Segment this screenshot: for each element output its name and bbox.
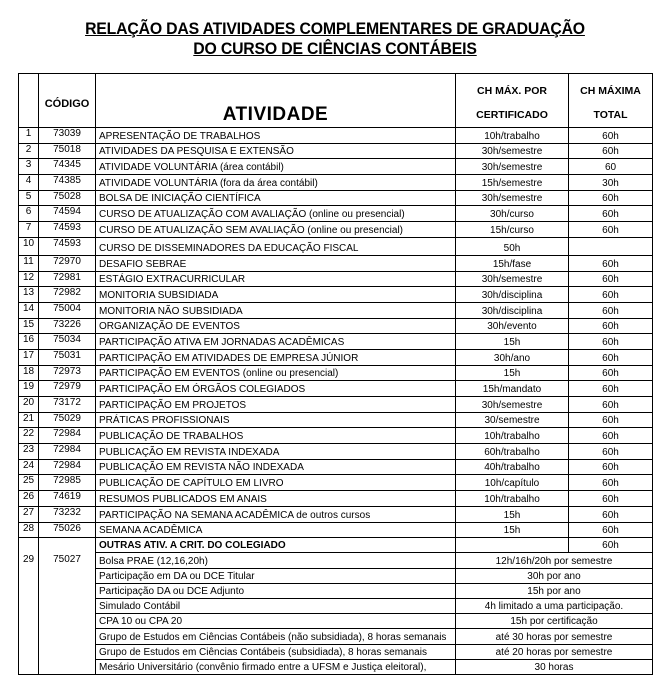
group-heading-row [19, 538, 653, 553]
row-ch-max-certificado: 15h [456, 365, 569, 381]
row-codigo: 75018 [39, 143, 96, 159]
group-item-atividade: Grupo de Estudos em Ciências Contábeis (subsidiada), 8 horas semanais [96, 644, 456, 659]
row-ch-max-certificado: 30h/semestre [456, 159, 569, 175]
group-item-row [19, 553, 653, 568]
row-number: 28 [19, 522, 39, 538]
row-number: 2 [19, 143, 39, 159]
row-ch-max-certificado: 30h/semestre [456, 397, 569, 413]
group-item-row [19, 629, 653, 644]
row-ch-max-total: 60 [569, 159, 653, 175]
row-codigo: 74619 [39, 491, 96, 507]
row-ch-max-certificado: 15h/fase [456, 255, 569, 271]
row-ch-max-total: 60h [569, 491, 653, 507]
row-atividade: PARTICIPAÇÃO EM PROJETOS [96, 397, 456, 413]
row-ch-max-certificado: 15h/mandato [456, 381, 569, 397]
row-ch-max-certificado: 10h/trabalho [456, 491, 569, 507]
table-row [19, 222, 653, 238]
row-ch-max-certificado: 10h/capítulo [456, 475, 569, 491]
group-codigo: 75027 [39, 538, 96, 675]
table-row [19, 128, 653, 144]
group-item-row [19, 614, 653, 629]
row-atividade: PUBLICAÇÃO DE CAPÍTULO EM LIVRO [96, 475, 456, 491]
row-atividade: BOLSA DE INICIAÇÃO CIENTÍFICA [96, 190, 456, 206]
table-row [19, 271, 653, 287]
row-codigo: 72985 [39, 475, 96, 491]
table-header-row [19, 74, 653, 128]
row-codigo: 75031 [39, 349, 96, 365]
header-ch-max-total [569, 74, 653, 128]
row-number: 19 [19, 381, 39, 397]
header-ch-total-line1: CH MÁXIMA [580, 85, 641, 97]
row-ch-max-certificado: 40h/trabalho [456, 459, 569, 475]
group-item-ch: 4h limitado a uma participação. [456, 598, 653, 613]
row-codigo: 73039 [39, 128, 96, 144]
table-row [19, 159, 653, 175]
row-codigo: 74593 [39, 222, 96, 238]
group-item-ch: até 20 horas por semestre [456, 644, 653, 659]
row-ch-max-total: 60h [569, 206, 653, 222]
row-number: 26 [19, 491, 39, 507]
row-number: 4 [19, 175, 39, 191]
row-number: 20 [19, 397, 39, 413]
row-ch-max-certificado: 15h [456, 334, 569, 350]
table-row [19, 349, 653, 365]
row-ch-max-total [569, 237, 653, 255]
table-row [19, 475, 653, 491]
row-atividade: PARTICIPAÇÃO EM EVENTOS (online ou presencial) [96, 365, 456, 381]
group-item-row [19, 583, 653, 598]
row-ch-max-total: 60h [569, 255, 653, 271]
row-atividade: PARTICIPAÇÃO NA SEMANA ACADÊMICA de outros cursos [96, 506, 456, 522]
row-atividade: CURSO DE ATUALIZAÇÃO COM AVALIAÇÃO (online ou presencial) [96, 206, 456, 222]
header-num [19, 74, 39, 128]
row-ch-max-certificado: 30h/semestre [456, 143, 569, 159]
group-item-atividade: Mesário Universitário (convênio firmado entre a UFSM e Justiça eleitoral), [96, 659, 456, 674]
group-item-ch: 30 horas [456, 659, 653, 674]
group-item-ch: até 30 horas por semestre [456, 629, 653, 644]
activities-table [18, 73, 653, 675]
row-number: 18 [19, 365, 39, 381]
row-codigo: 72979 [39, 381, 96, 397]
row-number: 15 [19, 318, 39, 334]
row-ch-max-total: 60h [569, 287, 653, 303]
header-codigo: CÓDIGO [39, 74, 96, 128]
table-row [19, 506, 653, 522]
row-codigo: 75028 [39, 190, 96, 206]
document-title-line-2: DO CURSO DE CIÊNCIAS CONTÁBEIS [193, 39, 477, 58]
row-ch-max-certificado: 15h [456, 506, 569, 522]
row-ch-max-certificado: 30h/curso [456, 206, 569, 222]
group-item-atividade: CPA 10 ou CPA 20 [96, 614, 456, 629]
table-row [19, 206, 653, 222]
table-row [19, 302, 653, 318]
row-ch-max-total: 30h [569, 175, 653, 191]
row-atividade: CURSO DE DISSEMINADORES DA EDUCAÇÃO FISCAL [96, 237, 456, 255]
row-atividade: DESAFIO SEBRAE [96, 255, 456, 271]
row-ch-max-total: 60h [569, 365, 653, 381]
row-number: 14 [19, 302, 39, 318]
row-atividade: PRÁTICAS PROFISSIONAIS [96, 412, 456, 428]
header-ch-total-line2: TOTAL [593, 109, 628, 121]
header-ch-cert-line1: CH MÁX. POR [476, 85, 547, 97]
row-codigo: 73172 [39, 397, 96, 413]
row-number: 5 [19, 190, 39, 206]
row-ch-max-certificado: 10h/trabalho [456, 128, 569, 144]
row-number: 12 [19, 271, 39, 287]
table-row [19, 175, 653, 191]
row-ch-max-total: 60h [569, 302, 653, 318]
table-row [19, 287, 653, 303]
row-atividade: ESTÁGIO EXTRACURRICULAR [96, 271, 456, 287]
row-ch-max-total: 60h [569, 128, 653, 144]
table-row [19, 334, 653, 350]
row-ch-max-certificado: 30h/semestre [456, 190, 569, 206]
row-codigo: 72970 [39, 255, 96, 271]
row-codigo: 75004 [39, 302, 96, 318]
row-number: 1 [19, 128, 39, 144]
row-atividade: ATIVIDADE VOLUNTÁRIA (área contábil) [96, 159, 456, 175]
row-codigo: 74593 [39, 237, 96, 255]
row-ch-max-total: 60h [569, 143, 653, 159]
row-number: 16 [19, 334, 39, 350]
row-number: 22 [19, 428, 39, 444]
row-ch-max-total: 60h [569, 475, 653, 491]
row-number: 21 [19, 412, 39, 428]
table-row [19, 143, 653, 159]
group-item-atividade: Grupo de Estudos em Ciências Contábeis (não subsidiada), 8 horas semanais [96, 629, 456, 644]
row-atividade: RESUMOS PUBLICADOS EM ANAIS [96, 491, 456, 507]
row-atividade: SEMANA ACADÊMICA [96, 522, 456, 538]
header-ch-max-certificado [456, 74, 569, 128]
row-ch-max-total: 60h [569, 190, 653, 206]
row-atividade: PARTICIPAÇÃO ATIVA EM JORNADAS ACADÊMICAS [96, 334, 456, 350]
row-ch-max-total: 60h [569, 522, 653, 538]
row-atividade: PARTICIPAÇÃO EM ÓRGÃOS COLEGIADOS [96, 381, 456, 397]
table-row [19, 459, 653, 475]
group-item-ch: 12h/16h/20h por semestre [456, 553, 653, 568]
row-atividade: MONITORIA SUBSIDIADA [96, 287, 456, 303]
row-ch-max-certificado: 15h [456, 522, 569, 538]
row-number: 27 [19, 506, 39, 522]
group-item-row [19, 568, 653, 583]
row-codigo: 74345 [39, 159, 96, 175]
group-item-atividade: Simulado Contábil [96, 598, 456, 613]
row-ch-max-certificado: 10h/trabalho [456, 428, 569, 444]
group-item-row [19, 598, 653, 613]
group-item-row [19, 644, 653, 659]
row-codigo: 72984 [39, 428, 96, 444]
row-codigo: 75029 [39, 412, 96, 428]
row-ch-max-certificado: 30/semestre [456, 412, 569, 428]
row-number: 10 [19, 237, 39, 255]
row-ch-max-total: 60h [569, 444, 653, 460]
row-ch-max-total: 60h [569, 381, 653, 397]
header-atividade: ATIVIDADE [96, 74, 456, 128]
group-heading: OUTRAS ATIV. A CRIT. DO COLEGIADO [96, 538, 456, 553]
row-atividade: ORGANIZAÇÃO DE EVENTOS [96, 318, 456, 334]
row-number: 13 [19, 287, 39, 303]
row-codigo: 72984 [39, 459, 96, 475]
group-item-ch: 15h por certificação [456, 614, 653, 629]
row-atividade: ATIVIDADE VOLUNTÁRIA (fora da área contábil) [96, 175, 456, 191]
group-heading-ch-cert [456, 538, 569, 553]
row-ch-max-total: 60h [569, 459, 653, 475]
row-number: 6 [19, 206, 39, 222]
row-ch-max-certificado: 15h/curso [456, 222, 569, 238]
row-ch-max-total: 60h [569, 271, 653, 287]
row-ch-max-total: 60h [569, 318, 653, 334]
group-item-atividade: Participação em DA ou DCE Titular [96, 568, 456, 583]
table-row [19, 428, 653, 444]
row-codigo: 73232 [39, 506, 96, 522]
row-codigo: 72982 [39, 287, 96, 303]
row-ch-max-total: 60h [569, 397, 653, 413]
row-atividade: PUBLICAÇÃO EM REVISTA INDEXADA [96, 444, 456, 460]
row-number: 23 [19, 444, 39, 460]
row-codigo: 72973 [39, 365, 96, 381]
row-codigo: 73226 [39, 318, 96, 334]
row-ch-max-total: 60h [569, 506, 653, 522]
table-row [19, 381, 653, 397]
row-codigo: 72981 [39, 271, 96, 287]
row-ch-max-certificado: 30h/disciplina [456, 302, 569, 318]
row-ch-max-total: 60h [569, 222, 653, 238]
row-number: 24 [19, 459, 39, 475]
table-row [19, 255, 653, 271]
group-number: 29 [19, 538, 39, 675]
row-atividade: ATIVIDADES DA PESQUISA E EXTENSÃO [96, 143, 456, 159]
row-atividade: PUBLICAÇÃO EM REVISTA NÃO INDEXADA [96, 459, 456, 475]
row-ch-max-total: 60h [569, 428, 653, 444]
row-atividade: PUBLICAÇÃO DE TRABALHOS [96, 428, 456, 444]
group-item-row [19, 659, 653, 674]
row-ch-max-total: 60h [569, 349, 653, 365]
row-ch-max-certificado: 30h/disciplina [456, 287, 569, 303]
row-number: 17 [19, 349, 39, 365]
row-ch-max-certificado: 60h/trabalho [456, 444, 569, 460]
group-heading-ch-total: 60h [569, 538, 653, 553]
table-row [19, 318, 653, 334]
table-row [19, 190, 653, 206]
row-number: 3 [19, 159, 39, 175]
table-row [19, 397, 653, 413]
row-number: 11 [19, 255, 39, 271]
row-number: 7 [19, 222, 39, 238]
row-atividade: CURSO DE ATUALIZAÇÃO SEM AVALIAÇÃO (online ou presencial) [96, 222, 456, 238]
row-ch-max-total: 60h [569, 334, 653, 350]
group-item-ch: 15h por ano [456, 583, 653, 598]
row-codigo: 72984 [39, 444, 96, 460]
row-codigo: 75034 [39, 334, 96, 350]
table-row [19, 444, 653, 460]
group-item-atividade: Participação DA ou DCE Adjunto [96, 583, 456, 598]
row-codigo: 75026 [39, 522, 96, 538]
row-atividade: APRESENTAÇÃO DE TRABALHOS [96, 128, 456, 144]
table-row [19, 522, 653, 538]
row-codigo: 74385 [39, 175, 96, 191]
row-atividade: PARTICIPAÇÃO EM ATIVIDADES DE EMPRESA JÚNIOR [96, 349, 456, 365]
row-ch-max-certificado: 30h/semestre [456, 271, 569, 287]
row-ch-max-certificado: 50h [456, 237, 569, 255]
table-row [19, 365, 653, 381]
row-ch-max-total: 60h [569, 412, 653, 428]
document-title-line-1: RELAÇÃO DAS ATIVIDADES COMPLEMENTARES DE GRADUAÇÃO [85, 19, 585, 38]
row-ch-max-certificado: 15h/semestre [456, 175, 569, 191]
row-codigo: 74594 [39, 206, 96, 222]
table-row [19, 491, 653, 507]
row-atividade: MONITORIA NÃO SUBSIDIADA [96, 302, 456, 318]
table-row [19, 237, 653, 255]
row-number: 25 [19, 475, 39, 491]
group-item-atividade: Bolsa PRAE (12,16,20h) [96, 553, 456, 568]
row-ch-max-certificado: 30h/evento [456, 318, 569, 334]
row-ch-max-certificado: 30h/ano [456, 349, 569, 365]
table-row [19, 412, 653, 428]
group-item-ch: 30h por ano [456, 568, 653, 583]
header-ch-cert-line2: CERTIFICADO [476, 109, 548, 121]
